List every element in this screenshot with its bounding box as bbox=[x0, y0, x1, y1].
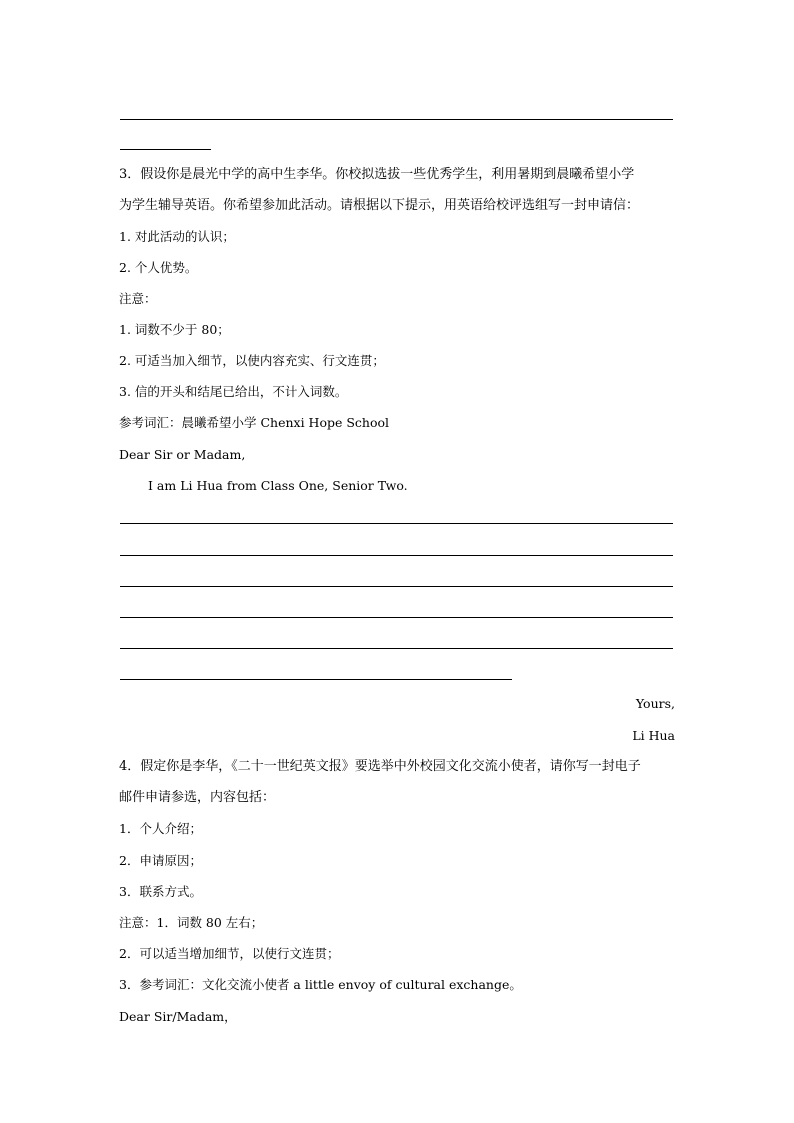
answer-line bbox=[120, 119, 673, 120]
writing-line bbox=[120, 555, 673, 556]
q4-point-2: 2．申请原因； bbox=[119, 853, 202, 868]
q3-signature: Li Hua bbox=[632, 728, 675, 743]
q3-point-2: 2. 个人优势。 bbox=[119, 260, 198, 275]
answer-line-short bbox=[120, 149, 211, 150]
writing-line bbox=[120, 617, 673, 618]
q3-opening-sentence: I am Li Hua from Class One, Senior Two. bbox=[148, 478, 408, 493]
writing-line-short bbox=[120, 679, 512, 680]
q4-header-line-2: 邮件申请参选，内容包括： bbox=[119, 790, 276, 805]
writing-line bbox=[120, 523, 673, 524]
q3-header-line-1: 3．假设你是晨光中学的高中生李华。你校拟选拔一些优秀学生，利用暑期到晨曦希望小学 bbox=[119, 167, 635, 182]
q4-point-3: 3．联系方式。 bbox=[119, 884, 202, 899]
q3-point-1: 1. 对此活动的认识； bbox=[119, 229, 235, 244]
q4-point-1: 1．个人介绍； bbox=[119, 821, 202, 836]
q4-salutation: Dear Sir/Madam， bbox=[119, 1009, 237, 1024]
q3-vocab: 参考词汇：晨曦希望小学 Chenxi Hope School bbox=[119, 415, 390, 430]
q4-note-2: 2．可以适当增加细节，以使行文连贯； bbox=[119, 946, 340, 961]
q3-note-3: 3. 信的开头和结尾已给出，不计入词数。 bbox=[119, 384, 348, 399]
q3-closing: Yours, bbox=[635, 696, 675, 711]
q3-header-line-2: 为学生辅导英语。你希望参加此活动。请根据以下提示，用英语给校评选组写一封申请信： bbox=[119, 198, 640, 213]
q4-note-3: 3．参考词汇：文化交流小使者 a little envoy of cultural exchange。 bbox=[119, 977, 522, 992]
q3-note-2: 2. 可适当加入细节，以使内容充实、行文连贯； bbox=[119, 353, 385, 368]
writing-line bbox=[120, 586, 673, 587]
q3-note-1: 1. 词数不少于 80； bbox=[119, 322, 230, 337]
q3-notes-title: 注意： bbox=[119, 291, 157, 306]
writing-line bbox=[120, 648, 673, 649]
q3-salutation: Dear Sir or Madam, bbox=[119, 447, 246, 462]
q4-note-1: 注意：1．词数 80 左右； bbox=[119, 915, 264, 930]
q4-header-line-1: 4．假定你是李华，《二十一世纪英文报》要选举中外校园文化交流小使者，请你写一封电子 bbox=[119, 759, 641, 774]
